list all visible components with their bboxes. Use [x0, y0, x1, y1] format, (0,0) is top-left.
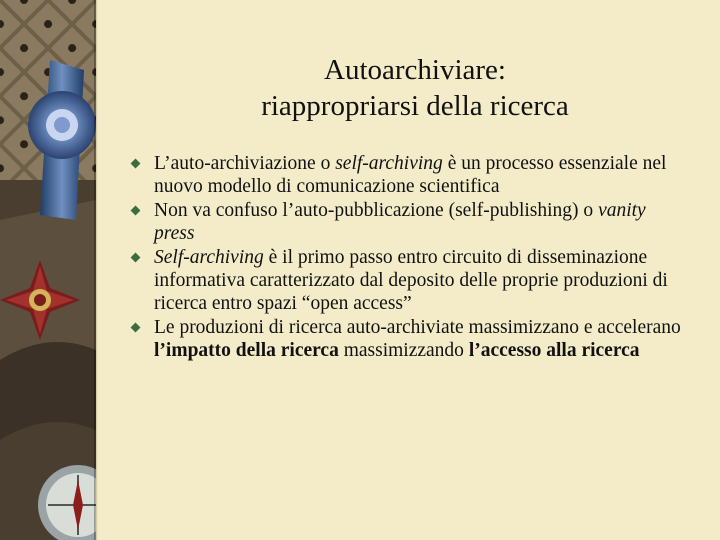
- bullet-text: [154, 317, 681, 361]
- bullet-run: è il primo passo entro circuito di disseminazione informativa caratterizzato dal deposito delle proprie produzioni di ricerca entro spazi “open access”: [154, 247, 668, 314]
- medal-and-compass-photo: [0, 0, 96, 540]
- diamond-bullet-icon: [131, 323, 141, 333]
- bullet-run: massimizzando: [338, 340, 469, 361]
- bullet-item: [132, 316, 684, 362]
- diamond-bullet-icon: [131, 253, 141, 263]
- bullet-run: L’auto-archiviazione o: [154, 153, 336, 174]
- bullet-text: [154, 200, 646, 244]
- photo-edge-shadow: [94, 0, 98, 540]
- bullet-item: [132, 246, 684, 315]
- bullet-item: [132, 199, 684, 245]
- slide-title-line-1: Autoarchiviare:: [324, 54, 506, 86]
- bullet-run-bold: l’impatto della ricerca: [154, 340, 339, 361]
- bullet-run-italic: self-archiving: [335, 153, 443, 174]
- bullet-run-italic: Self-archiving: [154, 247, 264, 268]
- bullet-list: [132, 152, 684, 363]
- diamond-bullet-icon: [131, 206, 141, 216]
- bullet-run: Non va confuso l’auto-pubblicazione (self-publishing) o: [154, 200, 599, 221]
- bullet-item: [132, 152, 684, 198]
- bullet-run: Le produzioni di ricerca auto-archiviate massimizzano e accelerano: [154, 317, 681, 338]
- bullet-run-italic: vanity press: [154, 200, 646, 244]
- bullet-text: [154, 247, 668, 314]
- diamond-bullet-icon: [131, 159, 141, 169]
- slide-title-line-2: riappropriarsi della ricerca: [261, 90, 569, 122]
- bullet-run: è un processo essenziale nel nuovo modello di comunicazione scientifica: [154, 153, 667, 197]
- decorative-photo-svg: [0, 0, 96, 540]
- bullet-text: [154, 153, 666, 197]
- slide-title: [110, 52, 720, 124]
- bullet-run-bold: l’accesso alla ricerca: [468, 340, 640, 361]
